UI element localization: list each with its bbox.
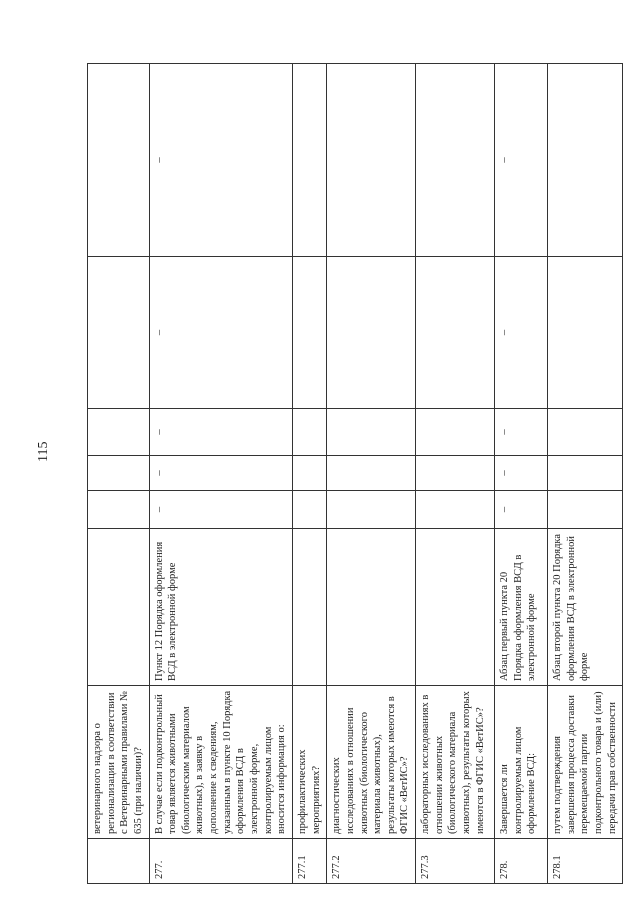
answer-cell-yes <box>416 491 495 529</box>
table-row <box>149 64 292 884</box>
answer-cell-yes <box>149 491 292 529</box>
answer-cell-note <box>327 257 416 409</box>
answer-cell-note <box>292 257 326 409</box>
table-row <box>327 64 416 884</box>
checklist-table <box>87 63 623 884</box>
answer-cell-na <box>292 409 326 456</box>
answer-cell-no <box>149 456 292 491</box>
checklist-table-container <box>87 64 618 884</box>
answer-mark: – <box>499 506 511 513</box>
table-row <box>292 64 326 884</box>
answer-cell-no <box>292 456 326 491</box>
answer-cell-no <box>548 456 623 491</box>
row-number: 277.2 <box>327 839 416 884</box>
requisites-text <box>416 529 495 686</box>
requisites-text: Абзац второй пункта 20 Порядка оформления ВСД в электронной форме <box>548 529 623 686</box>
answer-cell-note <box>88 257 150 409</box>
answer-cell-na <box>416 409 495 456</box>
answer-cell-no <box>327 456 416 491</box>
answer-cell-comment <box>149 64 292 257</box>
requisites-text <box>292 529 326 686</box>
requisites-text: Пункт 12 Порядка оформления ВСД в электронной форме <box>149 529 292 686</box>
question-text: ветеринарного надзора о регионализации в соответствии с Ветеринарными правилами № 635 (при наличии)? <box>88 686 150 839</box>
answer-cell-yes <box>327 491 416 529</box>
row-number <box>88 839 150 884</box>
answer-cell-yes <box>292 491 326 529</box>
answer-cell-comment <box>416 64 495 257</box>
answer-cell-comment <box>548 64 623 257</box>
answer-cell-na <box>548 409 623 456</box>
answer-cell-comment <box>88 64 150 257</box>
table-row <box>88 64 150 884</box>
row-number: 277.1 <box>292 839 326 884</box>
question-text: путем подтверждения завершения процесса доставки перемещаемой партии подконтрольного товара и (или) передачи прав собственности <box>548 686 623 839</box>
page-number: 115 <box>36 441 51 462</box>
answer-cell-note <box>495 257 548 409</box>
question-text: В случае если подконтрольный товар является животными (биологическим материалом животных), в заявку в дополнение к сведениям, указанным в пункте 10 Порядка оформления ВСД в электронной форме, контролируемым лицом вносится информация о: <box>149 686 292 839</box>
question-text: диагностических исследованиях в отношении животных (биологического материала животных), результаты которых имеются в ФГИС «ВетИС»? <box>327 686 416 839</box>
answer-mark: – <box>153 506 165 513</box>
answer-cell-na <box>327 409 416 456</box>
answer-cell-na <box>495 409 548 456</box>
row-number: 277.3 <box>416 839 495 884</box>
answer-cell-yes <box>548 491 623 529</box>
answer-cell-note <box>416 257 495 409</box>
answer-cell-comment <box>292 64 326 257</box>
answer-cell-no <box>495 456 548 491</box>
requisites-text <box>327 529 416 686</box>
answer-mark: – <box>499 157 511 163</box>
answer-mark: – <box>499 429 511 435</box>
requisites-text: Абзац первый пункта 20 Порядка оформления ВСД в электронной форме <box>495 529 548 686</box>
question-text: лабораторных исследованиях в отношении животных (биологического материала животных), результаты которых имеются в ФГИС «ВетИС»? <box>416 686 495 839</box>
answer-cell-comment <box>495 64 548 257</box>
answer-cell-yes <box>495 491 548 529</box>
answer-mark: – <box>153 157 165 163</box>
question-text: Завершается ли контролируемым лицом оформление ВСД: <box>495 686 548 839</box>
answer-cell-note <box>149 257 292 409</box>
answer-cell-na <box>149 409 292 456</box>
row-number: 278.1 <box>548 839 623 884</box>
answer-cell-no <box>416 456 495 491</box>
table-row <box>416 64 495 884</box>
requisites-text <box>88 529 150 686</box>
answer-mark: – <box>153 329 165 336</box>
row-number: 277. <box>149 839 292 884</box>
answer-mark: – <box>153 429 165 435</box>
answer-cell-no <box>88 456 150 491</box>
table-row <box>495 64 548 884</box>
answer-mark: – <box>499 470 511 476</box>
answer-cell-comment <box>327 64 416 257</box>
row-number: 278. <box>495 839 548 884</box>
answer-cell-na <box>88 409 150 456</box>
answer-cell-note <box>548 257 623 409</box>
answer-mark: – <box>499 329 511 336</box>
question-text: профилактических мероприятиях? <box>292 686 326 839</box>
answer-cell-yes <box>88 491 150 529</box>
answer-mark: – <box>153 470 165 476</box>
table-row <box>548 64 623 884</box>
